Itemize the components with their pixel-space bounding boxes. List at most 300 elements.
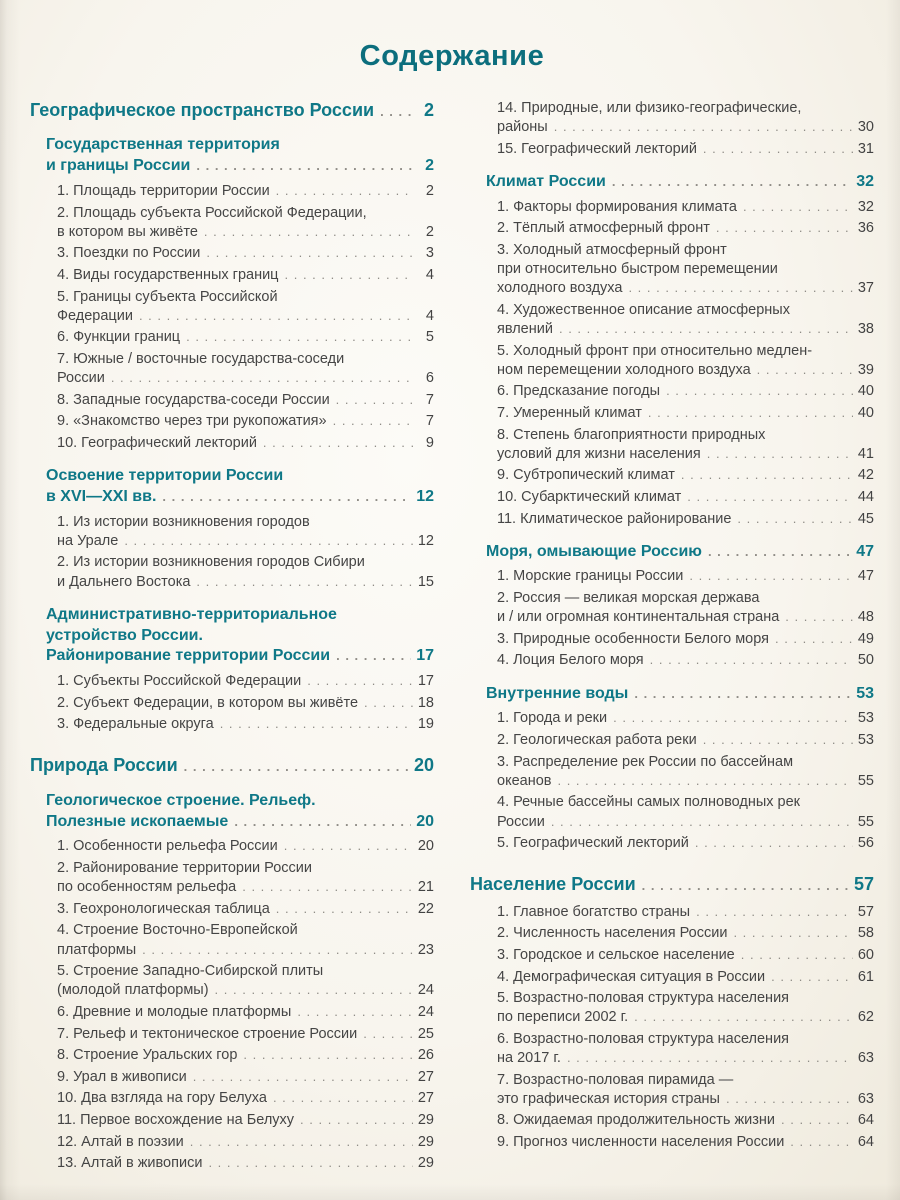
- dot-leader: [790, 1133, 853, 1152]
- toc-line: [57, 412, 434, 431]
- entry-text: 1. Морские границы России: [497, 568, 684, 585]
- entry-text: Население России: [470, 874, 636, 895]
- toc-line: [57, 672, 434, 691]
- page-number: 42: [857, 467, 874, 484]
- entry-text: 12. Алтай в поэзии: [57, 1133, 184, 1150]
- page-number: 2: [425, 182, 434, 199]
- dot-leader: [336, 391, 413, 410]
- dot-leader: [613, 709, 853, 728]
- entry-text: 3. Распределение рек России по бассейнам: [497, 753, 794, 770]
- entry-text: Полезные ископаемые: [46, 812, 229, 830]
- toc-line: [57, 859, 434, 878]
- dot-leader: [666, 382, 853, 401]
- page-number: 55: [857, 772, 874, 789]
- toc-line: [497, 342, 874, 361]
- dot-leader: [757, 361, 853, 380]
- toc-item: [57, 672, 434, 691]
- entry-text: 14. Природные, или физико-географические,: [497, 100, 802, 116]
- page-number: 7: [425, 391, 434, 408]
- entry-text: в котором вы живёте: [57, 223, 198, 240]
- page-number: 50: [857, 652, 874, 669]
- toc-item: [497, 753, 874, 791]
- dot-leader: [215, 981, 413, 1000]
- entry-text: 10. Субарктический климат: [497, 488, 682, 505]
- toc-item: [57, 513, 434, 551]
- dot-leader: [551, 813, 853, 832]
- toc-part: [30, 754, 434, 777]
- page-number: 49: [857, 630, 874, 647]
- toc-line: [57, 244, 434, 263]
- dot-leader: [285, 266, 414, 285]
- entry-text: 1. Из истории возникновения городов: [57, 513, 310, 530]
- toc-line: [30, 754, 434, 777]
- dot-leader: [781, 1111, 853, 1130]
- entry-text: 9. Прогноз численности населения России: [497, 1134, 785, 1151]
- toc-item: [57, 1025, 434, 1044]
- toc-line: [497, 404, 874, 423]
- page-number: 20: [413, 755, 434, 776]
- entry-text: платформы: [57, 941, 137, 958]
- toc-line: [497, 709, 874, 728]
- entry-text: и границы России: [46, 157, 191, 175]
- entry-text: 4. Виды государственных границ: [57, 266, 279, 283]
- toc-item: [497, 793, 874, 831]
- dot-leader: [708, 542, 851, 563]
- entry-text: 2. Из истории возникновения городов Сибири: [57, 554, 365, 571]
- page-number: 29: [417, 1133, 434, 1150]
- entry-text: при относительно быстром перемещении: [497, 261, 778, 278]
- toc-item: [497, 1133, 874, 1152]
- entry-text: 2. Тёплый атмосферный фронт: [497, 220, 710, 237]
- page-number: 27: [417, 1068, 434, 1085]
- dot-leader: [554, 118, 853, 137]
- page-number: 19: [417, 716, 434, 733]
- dot-leader: [743, 198, 853, 217]
- toc-chapter: [46, 135, 434, 177]
- page-number: 29: [417, 1112, 434, 1129]
- page-number: 24: [417, 1003, 434, 1020]
- entry-text: Природа России: [30, 755, 178, 776]
- dot-leader: [243, 1046, 412, 1065]
- toc-line: [497, 382, 874, 401]
- page-number: 3: [425, 245, 434, 262]
- toc-line: [57, 513, 434, 532]
- entry-text: 4. Лоция Белого моря: [497, 652, 644, 669]
- entry-text: Административно-территориальное: [46, 605, 337, 623]
- page-number: 24: [417, 982, 434, 999]
- toc-item: [497, 382, 874, 401]
- dot-leader: [297, 1003, 413, 1022]
- page-number: 4: [425, 266, 434, 283]
- page-number: 63: [857, 1050, 874, 1067]
- toc-item: [497, 99, 874, 137]
- entry-text: районы: [497, 119, 548, 136]
- page-number: 58: [857, 925, 874, 942]
- entry-text: 3. Холодный атмосферный фронт: [497, 241, 727, 258]
- page-number: 18: [417, 694, 434, 711]
- entry-text: 3. Поездки по России: [57, 245, 201, 262]
- entry-text: 6. Функции границ: [57, 329, 181, 346]
- toc-line: [57, 288, 434, 307]
- toc-line: [497, 466, 874, 485]
- dot-leader: [707, 445, 853, 464]
- toc-line: [57, 1111, 434, 1130]
- toc-line: [57, 1046, 434, 1065]
- entry-text: 2. Субъект Федерации, в котором вы живёте: [57, 694, 359, 711]
- toc-item: [57, 962, 434, 1000]
- entry-text: 8. Западные государства-соседи России: [57, 391, 330, 408]
- dot-leader: [628, 279, 852, 298]
- toc-item: [57, 412, 434, 431]
- toc-item: [57, 921, 434, 959]
- dot-leader: [716, 219, 853, 238]
- dot-leader: [634, 684, 851, 705]
- toc-item: [57, 1089, 434, 1108]
- toc-line: [497, 813, 874, 832]
- toc-line: [497, 279, 874, 298]
- entry-text: 10. Два взгляда на гору Белуха: [57, 1090, 267, 1107]
- entry-text: 2. Геологическая работа реки: [497, 732, 697, 749]
- entry-text: устройство России.: [46, 626, 203, 644]
- toc-line: [46, 466, 434, 487]
- toc-line: [497, 630, 874, 649]
- toc-line: [497, 731, 874, 750]
- entry-text: ном перемещении холодного воздуха: [497, 361, 751, 378]
- page-number: 25: [417, 1025, 434, 1042]
- dot-leader: [681, 466, 853, 485]
- toc-line: [497, 510, 874, 529]
- toc-item: [57, 900, 434, 919]
- toc-chapter: [486, 684, 874, 705]
- toc-chapter: [46, 466, 434, 508]
- dot-leader: [363, 1025, 413, 1044]
- entry-text: 10. Географический лекторий: [57, 434, 257, 451]
- toc-line: [57, 715, 434, 734]
- page-number: 63: [857, 1090, 874, 1107]
- dot-leader: [380, 99, 413, 122]
- toc-line: [57, 204, 434, 223]
- page-number: 64: [857, 1112, 874, 1129]
- toc-line: [57, 307, 434, 326]
- toc-item: [497, 968, 874, 987]
- entry-text: 5. Холодный фронт при относительно медлен-: [497, 342, 813, 359]
- dot-leader: [612, 172, 851, 193]
- entry-text: 4. Художественное описание атмосферных: [497, 301, 790, 318]
- entry-text: 1. Факторы формирования климата: [497, 198, 737, 215]
- toc-line: [57, 1025, 434, 1044]
- page-number: 17: [416, 647, 434, 665]
- entry-text: России: [497, 813, 545, 830]
- entry-text: 11. Климатическое районирование: [497, 510, 732, 527]
- page-number: 57: [853, 874, 874, 895]
- entry-text: 9. Урал в живописи: [57, 1068, 187, 1085]
- toc-line: [497, 1111, 874, 1130]
- toc-item: [497, 1030, 874, 1068]
- page-number: 20: [416, 812, 434, 830]
- page-number: 55: [857, 813, 874, 830]
- toc-line: [497, 989, 874, 1008]
- page-number: 57: [857, 903, 874, 920]
- toc-line: [497, 426, 874, 445]
- dot-leader: [263, 434, 413, 453]
- page-number: 48: [857, 609, 874, 626]
- toc-item: [497, 731, 874, 750]
- toc-item: [57, 288, 434, 326]
- toc-line: [497, 140, 874, 159]
- page-number: 37: [857, 280, 874, 297]
- toc-line: [57, 1154, 434, 1173]
- entry-text: 7. Умеренный климат: [497, 404, 642, 421]
- toc-item: [57, 391, 434, 410]
- toc-line: [57, 391, 434, 410]
- entry-text: 13. Алтай в живописи: [57, 1155, 203, 1172]
- page-number: 26: [417, 1047, 434, 1064]
- toc-line: [497, 301, 874, 320]
- toc-item: [497, 1111, 874, 1130]
- page-number: 60: [857, 946, 874, 963]
- toc-item: [497, 466, 874, 485]
- dot-leader: [696, 903, 853, 922]
- toc-item: [497, 301, 874, 339]
- toc-line: [470, 873, 874, 896]
- toc-line: [46, 812, 434, 833]
- toc-line: [57, 553, 434, 572]
- toc-line: [497, 1049, 874, 1068]
- dot-leader: [689, 567, 853, 586]
- entry-text: 8. Строение Уральских гор: [57, 1047, 238, 1064]
- toc-line: [57, 1089, 434, 1108]
- entry-text: холодного воздуха: [497, 280, 623, 297]
- toc-item: [57, 1046, 434, 1065]
- entry-text: 3. Природные особенности Белого моря: [497, 630, 769, 647]
- toc-item: [497, 567, 874, 586]
- toc-line: [497, 1133, 874, 1152]
- toc-item: [497, 630, 874, 649]
- page-number: 2: [425, 157, 434, 175]
- dot-leader: [650, 651, 853, 670]
- toc-line: [57, 223, 434, 242]
- entry-text: 3. Федеральные округа: [57, 716, 214, 733]
- page-number: 40: [857, 404, 874, 421]
- entry-text: 2. Площадь субъекта Российской Федерации,: [57, 204, 367, 221]
- toc-item: [497, 589, 874, 627]
- dot-leader: [276, 182, 413, 201]
- page-number: 61: [857, 968, 874, 985]
- page-number: 62: [857, 1009, 874, 1026]
- dot-leader: [276, 900, 413, 919]
- toc-column-right: [470, 99, 874, 1173]
- dot-leader: [785, 608, 853, 627]
- toc-line: [57, 369, 434, 388]
- dot-leader: [642, 873, 849, 896]
- toc-item: [57, 715, 434, 734]
- entry-text: 8. Ожидаемая продолжительность жизни: [497, 1112, 776, 1129]
- toc-item: [497, 946, 874, 965]
- page-number: 47: [857, 568, 874, 585]
- entry-text: Моря, омывающие Россию: [486, 542, 702, 560]
- entry-text: это графическая история страны: [497, 1090, 720, 1107]
- toc-columns: [30, 99, 874, 1173]
- page-number: 7: [425, 413, 434, 430]
- entry-text: Географическое пространство России: [30, 100, 375, 120]
- toc-line: [57, 900, 434, 919]
- entry-text: в XVI—XXI вв.: [46, 487, 157, 505]
- entry-text: Государственная территория: [46, 136, 280, 154]
- page-number: 31: [857, 140, 874, 157]
- dot-leader: [196, 573, 412, 592]
- toc-line: [57, 1068, 434, 1087]
- page-title: Содержание: [359, 40, 545, 72]
- page-number: 38: [857, 320, 874, 337]
- toc-item: [57, 182, 434, 201]
- page-number: 23: [417, 941, 434, 958]
- toc-chapter: [46, 791, 434, 833]
- page-number: 20: [417, 838, 434, 855]
- toc-item: [57, 1133, 434, 1152]
- page-number: 44: [857, 488, 874, 505]
- page-number: 4: [425, 307, 434, 324]
- entry-text: России: [57, 370, 105, 387]
- toc-line: [46, 605, 434, 626]
- toc-part: [470, 873, 874, 896]
- toc-line: [57, 921, 434, 940]
- entry-text: 5. Географический лекторий: [497, 835, 689, 852]
- toc-item: [497, 342, 874, 380]
- dot-leader: [741, 946, 853, 965]
- toc-item: [497, 989, 874, 1027]
- page-number: 53: [857, 732, 874, 749]
- toc-item: [497, 903, 874, 922]
- toc-line: [46, 646, 434, 667]
- toc-item: [497, 241, 874, 298]
- dot-leader: [557, 772, 852, 791]
- entry-text: 1. Особенности рельефа России: [57, 838, 278, 855]
- toc-line: [57, 878, 434, 897]
- entry-text: на 2017 г.: [497, 1050, 561, 1067]
- page-number: 30: [857, 119, 874, 136]
- dot-leader: [242, 878, 413, 897]
- page-number: 64: [857, 1134, 874, 1151]
- entry-text: 1. Города и реки: [497, 710, 608, 727]
- toc-column-left: [30, 99, 434, 1173]
- toc-item: [57, 837, 434, 856]
- toc-line: [497, 320, 874, 339]
- entry-text: 7. Возрастно-половая пирамида —: [497, 1071, 734, 1088]
- toc-item: [497, 426, 874, 464]
- toc-item: [57, 1111, 434, 1130]
- page-number: 47: [856, 542, 874, 560]
- entry-text: 3. Городское и сельское население: [497, 946, 735, 963]
- dot-leader: [186, 328, 413, 347]
- page-number: 6: [425, 370, 434, 387]
- toc-item: [497, 834, 874, 853]
- entry-text: (молодой платформы): [57, 982, 209, 999]
- dot-leader: [648, 404, 853, 423]
- entry-text: 15. Географический лекторий: [497, 140, 697, 157]
- toc-line: [57, 350, 434, 369]
- entry-text: 6. Возрастно-половая структура населения: [497, 1030, 790, 1047]
- toc-line: [46, 626, 434, 647]
- dot-leader: [300, 1111, 413, 1130]
- entry-text: 5. Границы субъекта Российской: [57, 288, 278, 305]
- dot-leader: [703, 140, 853, 159]
- page-number: 2: [425, 223, 434, 240]
- toc-item: [497, 198, 874, 217]
- page-number: 17: [417, 673, 434, 690]
- page-number: 40: [857, 383, 874, 400]
- entry-text: 6. Предсказание погоды: [497, 383, 661, 400]
- page-number: 12: [416, 487, 434, 505]
- dot-leader: [206, 244, 413, 263]
- page-number: 41: [857, 445, 874, 462]
- toc-line: [497, 753, 874, 772]
- page-number: 32: [856, 172, 874, 190]
- toc-line: [497, 1008, 874, 1027]
- toc-item: [57, 328, 434, 347]
- dot-leader: [234, 812, 411, 833]
- entry-text: 3. Геохронологическая таблица: [57, 900, 270, 917]
- toc-chapter: [486, 542, 874, 563]
- toc-line: [497, 903, 874, 922]
- toc-line: [497, 219, 874, 238]
- toc-line: [57, 532, 434, 551]
- dot-leader: [726, 1090, 853, 1109]
- dot-leader: [771, 968, 853, 987]
- toc-line: [497, 968, 874, 987]
- page-number: 21: [417, 879, 434, 896]
- page-number: 45: [857, 510, 874, 527]
- entry-text: Освоение территории России: [46, 467, 284, 485]
- entry-text: Геологическое строение. Рельеф.: [46, 791, 316, 809]
- toc-line: [46, 135, 434, 156]
- entry-text: 8. Степень благоприятности природных: [497, 426, 766, 443]
- dot-leader: [284, 837, 413, 856]
- toc-line: [57, 694, 434, 713]
- dot-leader: [184, 754, 409, 777]
- toc-line: [497, 445, 874, 464]
- dot-leader: [142, 941, 413, 960]
- dot-leader: [307, 672, 413, 691]
- toc-line: [486, 684, 874, 705]
- toc-line: [57, 328, 434, 347]
- dot-leader: [687, 488, 853, 507]
- dot-leader: [208, 1154, 412, 1173]
- toc-line: [497, 1071, 874, 1090]
- page-number: 9: [425, 434, 434, 451]
- entry-text: 1. Главное богатство страны: [497, 903, 691, 920]
- toc-line: [497, 241, 874, 260]
- entry-text: 4. Строение Восточно-Европейской: [57, 922, 298, 939]
- toc-line: [497, 608, 874, 627]
- page-number: 29: [417, 1155, 434, 1172]
- toc-item: [497, 510, 874, 529]
- page-number: 2: [423, 100, 434, 120]
- toc-line: [46, 156, 434, 177]
- toc-item: [57, 553, 434, 591]
- toc-line: [57, 941, 434, 960]
- page-number: 53: [857, 710, 874, 727]
- entry-text: и / или огромная континентальная страна: [497, 609, 780, 626]
- toc-item: [497, 488, 874, 507]
- dot-leader: [196, 156, 413, 177]
- dot-leader: [111, 369, 413, 388]
- dot-leader: [139, 307, 413, 326]
- dot-leader: [567, 1049, 853, 1068]
- toc-line: [57, 573, 434, 592]
- toc-line: [46, 791, 434, 812]
- dot-leader: [695, 834, 853, 853]
- entry-text: 9. «Знакомство через три рукопожатия»: [57, 413, 327, 430]
